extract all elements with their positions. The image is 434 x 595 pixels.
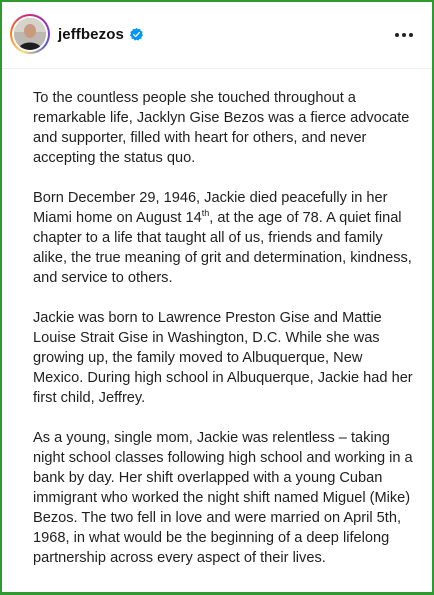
caption-paragraph-1: To the countless people she touched throughout a remarkable life, Jacklyn Gise Bezos was a fierce advocate and supporter, filled with heart for others, and never accepting the status quo. xyxy=(33,90,410,166)
post-caption xyxy=(33,88,413,588)
more-options-icon[interactable] xyxy=(392,26,416,44)
caption-paragraph-2-part-a: Born December 29, 1946, Jackie died peacefully in her Miami home on August 14 xyxy=(33,190,388,226)
post-header xyxy=(2,2,432,69)
caption-paragraph-4: As a young, single mom, Jackie was relentless – taking night school classes following high school and working in a bank by day. Her shift overlapped with a young Cuban immigrant who worked the night shift named Miguel (Mike) Bezos. The two fell in love and were married on April 5th, 1968, in what would be the beginning of a deep lifelong partnership across every aspect of their lives. xyxy=(33,430,413,566)
profile-photo xyxy=(14,18,46,50)
verified-badge-icon xyxy=(129,27,144,42)
username-group xyxy=(58,26,144,43)
ordinal-suffix: th xyxy=(201,208,210,218)
caption-paragraph-2 xyxy=(33,188,413,288)
story-ring[interactable] xyxy=(10,14,50,54)
avatar-frame xyxy=(12,16,48,52)
username-link[interactable]: jeffbezos xyxy=(58,26,124,43)
avatar[interactable] xyxy=(14,18,46,50)
caption-paragraph-2-part-b: , at the age of 78. A quiet final chapter to a life that taught all of us, friends and family alike, the true meaning of grit and determination, kindness, and service to others. xyxy=(33,210,412,286)
caption-paragraph-3: Jackie was born to Lawrence Preston Gise and Mattie Louise Strait Gise in Washington, D.C. While she was growing up, the family moved to Albuquerque, New Mexico. During high school in Albuquerque, Jackie had her first child, Jeffrey. xyxy=(33,310,413,406)
